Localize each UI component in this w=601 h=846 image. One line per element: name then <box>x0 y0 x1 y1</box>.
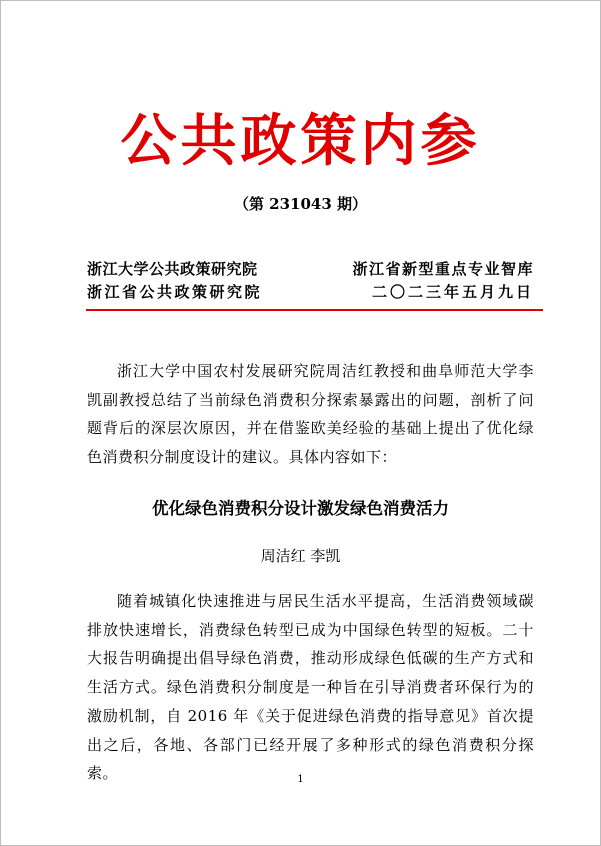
header-divider <box>86 309 543 311</box>
org-left-line1: 浙江大学公共政策研究院 <box>87 260 258 278</box>
org-left-line2: 浙江省公共政策研究院 <box>87 283 263 301</box>
article-title: 优化绿色消费积分设计激发绿色消费活力 <box>152 499 449 518</box>
org-right-line1: 浙江省新型重点专业智库 <box>352 260 534 278</box>
body-paragraph: 随着城镇化快速推进与居民生活水平提高，生活消费领域碳排放快速增长，消费绿色转型已成为中国绿色转型的短板。二十大报告明确提出倡导绿色消费，推动形成绿色低碳的生产方式和生活方式。绿色消费积分制度是一种旨在引导消费者环保行为的激励机制，自 2016 年《关于促进绿色消费的指导意见》首次提出之后，各地、各部门已经开展了多种形式的绿色消费积分探索。 <box>87 592 534 783</box>
issue-number: （第 231043 期） <box>233 195 368 213</box>
publication-date: 二〇二三年五月九日 <box>371 283 534 301</box>
page-number: 1 <box>297 774 304 785</box>
masthead-title: 公共政策内参 <box>120 108 481 174</box>
intro-paragraph: 浙江大学中国农村发展研究院周洁红教授和曲阜师范大学李凯副教授总结了当前绿色消费积分探索暴露出的问题，剖析了问题背后的深层次原因，并在借鉴欧美经验的基础上提出了优化绿色消费积分制度设计的建议。具体内容如下： <box>87 362 534 466</box>
article-authors: 周洁红 李凯 <box>260 547 341 565</box>
